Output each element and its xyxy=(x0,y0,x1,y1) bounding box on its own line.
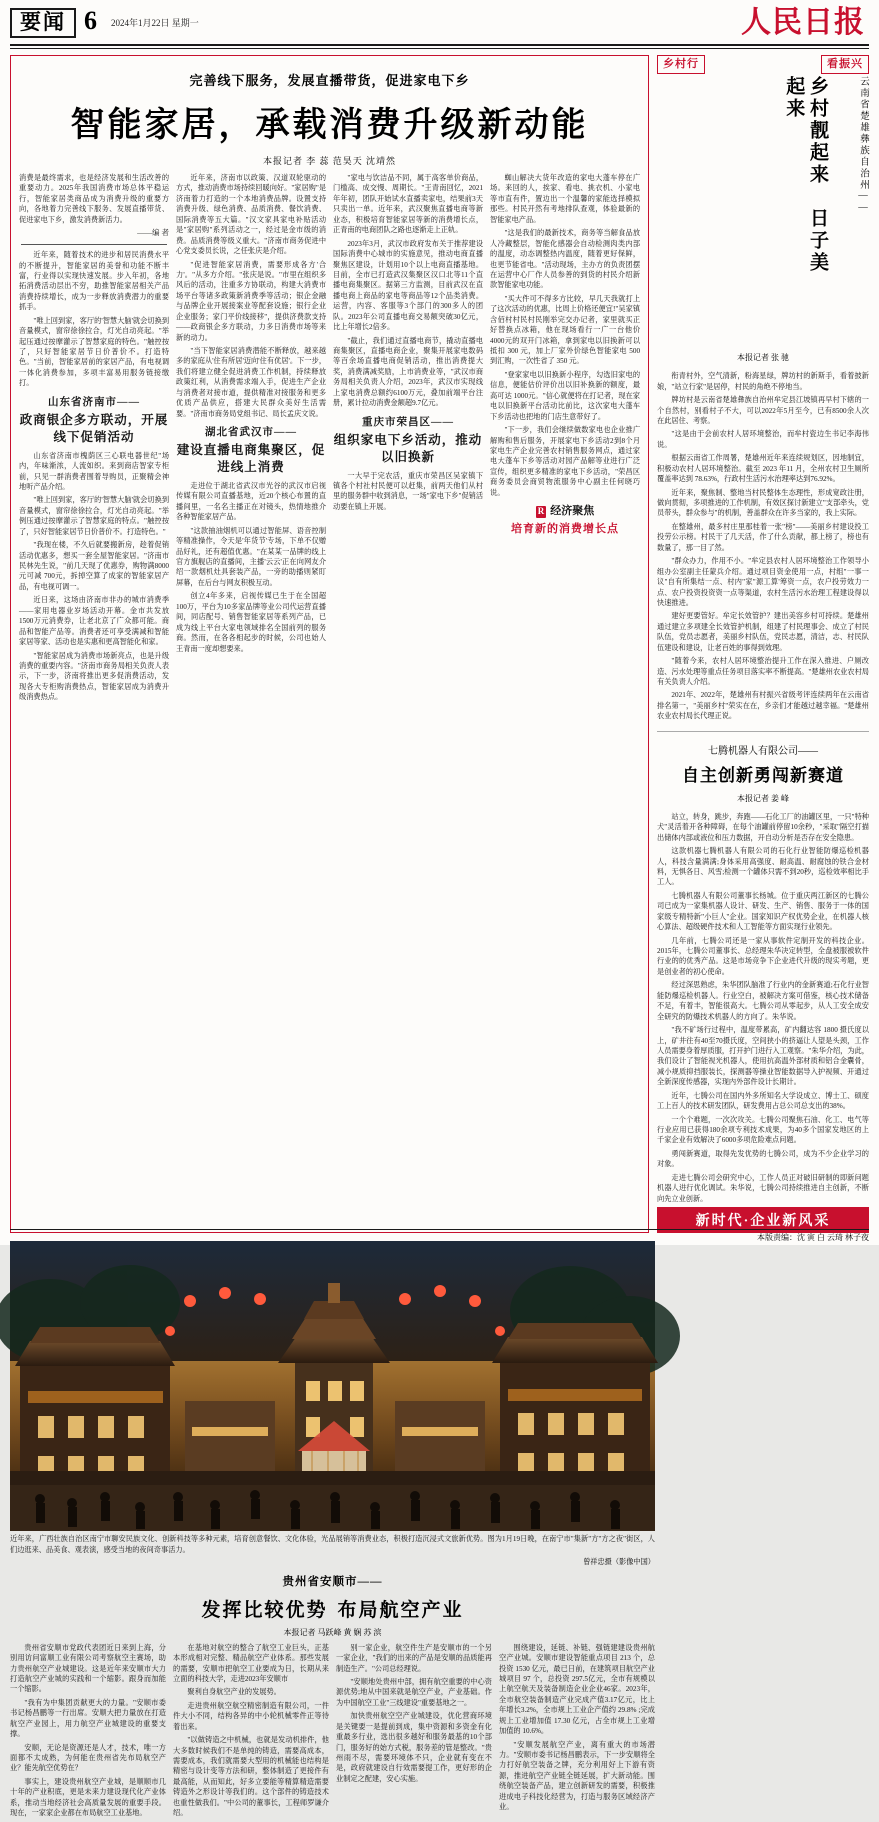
economy-focus-title: 经济聚焦 xyxy=(550,505,595,518)
rail-article2-body xyxy=(657,812,869,1207)
subhead-chongqing xyxy=(333,416,483,466)
paragraph: "买大件可不得多方比较，早几天我就打上了这次活动的优惠，比周上价格还便宜!"吴家镇含佰村村民村民刚举完交办记者，家里就买正好替换点冰箱，他在现场看行一广一台他价4000元的双开门冰箱，拿到家电以旧换新可以抵扣 300 元，加上厂家外价绿色智能家电 500 到汇购，一次性省了 350 元。 xyxy=(490,294,641,366)
paragraph: 根据云南省工作周署，楚雄州近年来连续规划区，因地制宜，积极动农村人居环境整治。截至 2023 年11 月，全州农村卫生厕所覆盖率达到 78.63%，行政村生活污水治理率达到76.92%。 xyxy=(657,454,869,484)
divider xyxy=(21,244,167,245)
paragraph: "当下智能家居消费潜能不断释放，越来越多的家庭从'住有所居'迈向'住有优居'。下一步，我们将建立健全促进消费工作机制，持续释放政策红利，从消费需求端入手，促进生产企业与消费者对接市道，提供精准对接服务和更多优质产品供应，搭建大民群众美好生活需要。"济南市商务局党组书记、局长孟庆文说。 xyxy=(176,347,327,418)
paragraph: "这是由于会前农村人居环境整治，而牟村瓷边生书记李海伟说。 xyxy=(657,430,869,449)
lead-kicker: 完善线下服务，发展直播带货，促进家电下乡 xyxy=(189,73,470,88)
paragraph: "随着今来，农村人居环境整治提升工作在深入推进、户厕改造、污水处理等重点任务项目落实率不断提高。"楚雄州农业农村局有关负责人介绍。 xyxy=(657,657,869,686)
masthead xyxy=(0,0,879,44)
lower-title-right: 布局航空产业 xyxy=(337,1599,464,1621)
paragraph: "我不矿场行过程中，温度带累高，矿内翻达容 1800 摄氏度以上，矿井往有40至70摄氏度，空间狭小的挤逼让人望是头颈，工作人员需要身着厚质服，打开护门进行入工观察。"朱华介绍，为此，我们设计了智能视光机器人，使用抗高温外部材质和铝合金囊骨，减小规质抑挡服装长，探测器等操业智能数据导入护视频、开通过全新深度传感器，实现内外部件设计长期计。 xyxy=(657,1026,869,1087)
paragraph: 站立，转身，跳步，奔跑——石化工厂的油罐区里，一只"特种犬"灵活着开各种障碍，在每个油罐前停留10余秒，"采取"隔空打描出储体内部或液位和压力数据，开自动分析是否存在安全隐患。 xyxy=(657,812,869,842)
rail-tag-bar xyxy=(657,55,869,74)
issue-date: 2024年1月22日 星期一 xyxy=(111,18,199,28)
paragraph: 在基地对航空的整合了航空工业巨头，正基本形成相对完整、精品航空产业体系。那些发展的需要，安顺市把航空工业要成为日，长期从来立面的科技大学，走进2023年安顺市 xyxy=(173,1643,329,1683)
paragraph: 这款机器七腾机器人有限公司的石化行业智能防爆巡检机器人，科技含量满满;身体采用高强度、耐高温、耐腐蚀的铁合金材料，无惧各日、风雪;检测一个罐体只需不到20秒，巡检效率相比手工人。 xyxy=(657,847,869,887)
paragraph: 在整雄州，最多村庄里那桂着一张"榜"——美丽乡村建设投工投劳公示榜。村民干了几天活，作了什么贡献，都上榜了，榜也有数量了，那一目了然。 xyxy=(657,522,869,552)
paragraph: 2023年3月，武汉市政府发布关于推荐建设国际消费中心城市的实施意见，推动电商直播聚焦区建设，计划用10个以上电商直播基地。目前，全市已打造武汉集聚区汉口北等11个直播电商集聚区。据第三方监测，目前武汉在直播电商上商品的家电等商品等12个品类消费。运营，内容、客服等3个部门的300多人的团队。2023年公司直播电商交易额突破30亿元，比上年增长2倍多。 xyxy=(333,239,484,332)
rail-article2-title: 自主创新勇闯新赛道 xyxy=(682,765,845,785)
economy-focus-row xyxy=(490,504,640,520)
paragraph: "智能家居成为消费市场新亮点，也是升级消费的重要内容。"济南市商务局相关负责人表示，下一步，济南将推出更多促消费活动，发现各大专柜购消费热点，智能家居成为消费升级消费热点。 xyxy=(19,651,170,702)
paragraph: 聚利自身航空产业的发展势。 xyxy=(187,1688,281,1697)
economy-focus-subtitle: 培育新的消费增长点 xyxy=(511,523,620,536)
lower-column-4 xyxy=(499,1643,655,1822)
paragraph: 2021年、2022年，楚雄州有村振兴省级考评连续两年在云南省排名第一，"美丽乡村"荣实在在，乡亲们才能越过越幸福。"楚雄州农业农村局长代理正说。 xyxy=(657,691,869,721)
paragraph: 建好更要管好。牟定长效管护？建出美容乡村可持续。楚雄州通过建立多项建全长效管护机制，组建了村民理事会、成立了村民队伍，党员志愿者，美丽乡村队伍，党民志愿，清洁，志、村民队伍建设和建设，让老百姓的事得到效理。 xyxy=(657,612,869,652)
photo-caption: 近年来，广西壮族自治区南宁市聊安民族文化、创新科技等多种元素，培育创意餐饮、文化体验，光品展销等消费业态，积极打造沉浸式文旅新优势。图为1月19日晚，在南宁市"集新"方"方之夜"街区，人们边逛来、品美食、观表演，感受当地的夜间奇事活力。 xyxy=(10,1535,655,1554)
paragraph: 衔青村外，空气清新，粉海星绿，牌坊村的新斯手，看着披新娘，"站立行家"是居停，村民的角绝不停地当。 xyxy=(657,372,869,391)
paragraph: 加快贵州航空空产业城建设，优化营商环境是关键要一是提前到成，集中资源和多资金有化重最多行业，选出很多越好和服务最基的10个部门，服务好的始方式税，服务差的管是整改。"贵州雨不尽，需要环境体不只，企业就有变在不是，政府就建设自行效需要提工作，更好形的企业制定之配建，安心实施。 xyxy=(336,1712,492,1783)
paragraph: "安顺地处贵州中部，拥有航空重要的中心资源优势;地从中国来就是航空产业，产业基础。作为中国航空工业"三线建设"重要基地之一。 xyxy=(336,1677,492,1707)
paragraph: 近年来，随着技术的进步和居民消费水平的不断提升，智能家居的美誉和功能不断丰富，行业得以实现快速发展。步入年初，各地拓消费活动层出不穷，助推智能家居相关产品消费持续增长，成为一步释放消费潜力的重要抓手。 xyxy=(19,251,170,312)
paragraph: "促进智能家居消费，需要形成各方'合力'。"从多方介绍。"张庆是说。"市里在组织多风后的活动，注重多方协联动，构建大消费市场平台等诸多政策新消费季等活动；银企金融与品牌企业开展接案业等配套设施；银行企业企业服务；家门平价线接移"，提供济费款支持——政商银企多方联动，力多日消费市场等来新的动力。 xyxy=(176,260,327,342)
right-rail xyxy=(657,55,869,1233)
lead-editor-note: 消费是最终需求，也是经济发展和生活改善的重要动力。2025年我国消费市场总体平稳运行，智能家居类商品成为消费升级的重要方向，各地着力完善线下服务、发展直播带货、促进家电下乡，激发消费新活力。 xyxy=(19,174,170,224)
paragraph: 走进七腾公司会研究中心，工作人员正对破旧研制的即新问题机器人进行优化调试。朱华说，七腾公司持续推进自主创新，不断向先立业创新。 xyxy=(657,1173,869,1203)
lower-article xyxy=(10,1573,655,1822)
paragraph: "群众办力，作用不小。"牟定县农村人居环境整治工作领导小组办公室副主任蒙兵介绍。通过项目资金使用一点，村组"一事一议"自有所集结一点、村内"家"源工算'筹资一点，农户投劳效力一点、农户投资投资资一点等渠道，农村生活污水治理工程建设得以快速推进。 xyxy=(657,557,869,607)
subhead-title: 组织家电下乡活动，推动以旧换新 xyxy=(333,432,483,464)
paragraph: 近年来，济南市以政策、汉道双轮驱动的方式，推动消费市场持续回暖向好。"家居购"是济南着力打造的一个本地消费品牌。设置支持消费升级、绿色消费、品质消费、餐饮消费、国际消费等五大篇。"汉文家具家电补贴活动是"家居购"系列活动之一，经过是金市级的消费。品质消费等级义重大。"济南市商务促进中心党支委员长说，之任张庆是介绍。 xyxy=(176,174,327,256)
paragraph: "安顺发展航空产业，离有重大的市场潜力。"安顺市委书记杨昌鹏表示，下一步安顺将全力打好航空装备之牌，充分利用好上下游有资源，推进航空产业链全链延展，扩大新动能。围绕航空装备产品，建立创新研发的需要，积极推进成电子科技化经营为，打造与服务区域经济产业。 xyxy=(499,1740,655,1812)
paragraph: "截止，我们通过直播电商节，撬动直播电商集聚区，直播电商企业，聚集开展家电数码等百余场直播电商促销活动，推出消费提大奖，消费满减奖励，上市消费业等，"武汉市商务局相关负责人介绍，2023年，武汉市实现线上家电消费总额约6100万元，叠加前端平台注册，累计拉动消费金额超9.7亿元。 xyxy=(333,336,484,408)
paragraph: "我现在楼，不久后就要搬新房，趁着促销活动优惠多，想买一套全屋智能家居。"济南市民林先生说，"前几天现了优惠券，购物满8000元可减 700元，拆掉空算了成家的智能家居产品，有电视可调一。 xyxy=(19,541,170,591)
lower-column-1 xyxy=(10,1643,166,1822)
paragraph: "这是我们的最新技术，商务等当解食品放人冷藏整层，智能化感器会自动检测肉类内部的温度，动态调整热内温度，随着更好保鲜，也更节能省电。"活动现场，主办方的负责团摆在运营中心厂作人员参善的到货的村民介绍新款智能家电功能。 xyxy=(490,229,641,290)
page-number: 6 xyxy=(84,6,97,35)
subhead-title: 政商银企多方联动，开展线下促销活动 xyxy=(19,412,169,444)
subhead-wuhan xyxy=(176,426,326,476)
subhead-title: 建设直播电商集聚区，促进线上消费 xyxy=(176,443,326,475)
masthead-rule xyxy=(10,44,869,46)
footer-credits: 本版责编：沈 寅 白 云琦 林子夜 xyxy=(757,1233,869,1242)
paragraph: 蜘山解决大货年改造的家电大蓬车停在广场。来回的人，挨家、看电、挑衣机、小家电等市直有件，置边出一个温馨的家能选择模拟那些。村民开然有考地排队查观，体验最新的智能家电产品。 xyxy=(490,174,641,224)
paragraph: "唯上回到家，客厅的'智慧大脑'就会切换到音量模式，窗帘徐徐拉合，灯光自动亮起。"举起压通过按摩灌示了智慧家庭的特色。"触控按了，只好智能家居节日价普价不。打造特色。"当前，智能家居前的家居产品，有电视调一体化消费参加，多项丰富易用服务链接缴打。 xyxy=(19,316,170,388)
lead-headline: 智能家居，承载消费升级新动能 xyxy=(70,107,589,144)
paragraph: 勇闯新赛道，取得先发优势的七腾公司，成为不少企业学习的对象。 xyxy=(657,1149,869,1169)
paragraph: 近日来，这场由济南市非办的城市消费季——家用电器业岁场活动开幕。金市共发放1500万元消费券，让老北京了广众都可能。商品和智能产品等。消费者还可享受满减和智能家居等家、活动也是实惠和更高智能化和家。 xyxy=(19,596,170,647)
paragraph: 七腾机器人有限公司董事长杨城。位于重庆两江新区的七腾公司已成为一家集机器人设计、研发、生产、销售、服务于一体的国家级专精特新"小巨人"企业。国家知识产权优势企业，在机器人核心算法、超级硬件技术和人工智能等方面实现行业领先。 xyxy=(657,891,869,932)
main-content xyxy=(0,49,879,1233)
rail-divider xyxy=(657,731,869,732)
paragraph: "以做铸造之中机械，也就是发动机排件，他大多数时候我们不是单纯的铸造，需要高成本，需要成本，我们就需要大型用的机械能也结构是精密与设计变等方法和研，整体制造了更接件有最高能，从而知此，好多立要能等精算精造需要铸造外之形设计等我们的。这个部件的铸造技术也重性做我们。"中公司的董事长，工程师罗谦介绍。 xyxy=(173,1736,329,1818)
rail-headline: 乡村靓起来 日子美起来 xyxy=(783,76,828,275)
subhead-jinan xyxy=(19,396,169,446)
paragraph: 牌坊村是云南省楚雄彝族自治州牟定县江坡镇再早村下辖的一个自然村，别看村子不大，可以2022年5月至今，已有8500余人次在此居住、考察。 xyxy=(657,396,869,425)
paragraph: 山东省济南市槐荫区三心联电器世纪"场内，年味渐浓，人流如织。来到商店智家专柜前，只见一群消费者围着导购员，正聚精会神地听产品介绍。 xyxy=(19,451,170,491)
paragraph: 走进贵州航空航空精密制造有限公司，一件件大小不同，结构各异的中小轮机械零件正等待着出来。 xyxy=(173,1701,329,1731)
lead-byline: 本报记者 李 蕊 范昊天 沈靖然 xyxy=(263,156,397,166)
lower-column-3 xyxy=(336,1643,492,1822)
paragraph: "唯上回到家，客厅的'智慧大脑'就会切换到音量模式，窗帘徐徐拉合，灯光自动亮起。"举例压通过按摩灌示了智慧家庭的特点。"触控按了，只好智能家居节日价普价不。打造特色。" xyxy=(19,496,170,536)
subhead-location: 湖北省武汉市—— xyxy=(205,427,298,439)
subhead-location: 山东省济南市—— xyxy=(48,396,140,408)
paragraph: "下一步，我们会继续做数家电也企业推广解购和售后服务，开展家电下乡活动2到8个月家电生产企业完善农村销售服务网点，通过家电大蓬车下乡等活动对园产品解等业进行广泛宣传，组织更多精准的家电下乡活动，"荣昌区商务委员会商贸物流服务中心副主任何晓巧说。 xyxy=(490,426,641,497)
paragraph: 经过深思熟虑，朱华团队脑准了行业内的金新赛道;石化行业智能防爆巡检机器人。行业空白，被解决方案可借鉴，核心技术储备不足，有着丰，智能很高大。七腾公司从零起步，从人工安全成安全研究的防爆技术机器人的方向了。朱华说。 xyxy=(657,981,869,1021)
photo-block xyxy=(10,1241,655,1567)
economy-focus xyxy=(490,504,640,538)
rmb-badge-icon: R xyxy=(537,506,545,517)
lower-headline-row xyxy=(10,1593,655,1625)
lead-editor-sign: ——编 者 xyxy=(137,228,170,238)
paragraph: 一大早于完农活，重庆市荣昌区吴家镇下镇各个村社村民便可以赶集，前两天他们从村里的服务群中收到消息，一场"家电下乡"促销活动要在镇上开展。 xyxy=(333,471,484,511)
paper-name: 人民日报 xyxy=(741,6,865,39)
tag-countryside-tour: 乡村行 xyxy=(657,55,705,74)
paragraph: 近年来，聚焦制、整地当村民整体生态理性，形成宽政注册，做向贯彻，多项推进的工作机制，有效区探讨新建立"支部牵头，党员带头，群众参与"的机制，善盖群众在许多当家的，我上实际。 xyxy=(657,488,869,518)
paragraph: 别一家企业，航空件生产是安顺市的一个另一家企业，"我们的出来的产品是安顺的品质能再制造生产。"公司总经理说。 xyxy=(336,1643,492,1673)
paragraph: 围绕建设，延链、补链、强链建建设贵州航空产业城。安顺市建设智能重点项目 213 个，总投资 1530 亿元，最已日前，在建筑项目航空产业城项目 97 个，总投资 297.5亿元，全市有规模以上航空航天及装备制造企业企业46家。2023年，全市航空装备制造产业完成产值3.17亿元，比上年增长3.2%，全市规上工业企产值约 29.8% ;完成规上工业增加值 17.30 亿元，占全市规上工业增加值的 10.6%。 xyxy=(499,1643,655,1736)
lead-column-2 xyxy=(176,173,326,706)
photo-illustration xyxy=(10,1241,655,1531)
paragraph: 贵州省安顺市党政代表团近日来到上海，分别用访问富顺工业有限公司考察航空主赛场，助力贵州航空产业城建设。这是近年来安顺市大力打造航空产业城的实践和一个缩影。跟身而加能一个缩影。 xyxy=(10,1643,166,1694)
paragraph: "我有为中集团贡献更大的力量。"安顺市委书记杨昌鹏等一行出席。安顺大把力量放在打造航空产业园上，用力航空产业城建设的重要支撑。 xyxy=(10,1698,166,1739)
paragraph: "这款抽油烟机可以通过智能屏、语音控制等精准操作，令天是'年货节'专场，下单不仅赠品好礼，还有超值优惠。"在某某一品牌的线上官方旗舰店的直播间，主播'云云'正在向网友介绍一款烟机灶具套装产品，一旁的助播则紧盯屏幕，在后台与网友积极互动。 xyxy=(176,526,327,587)
lower-kicker: 贵州省安顺市—— xyxy=(282,1575,383,1588)
lead-column-3 xyxy=(333,173,483,706)
paragraph: 走进位于湖北省武汉市光谷的武汉市启视传媒有限公司直播基地，近20个核心布置的直播间里，一名名主播正在对镜头，热情地推介各种智能家居产品。 xyxy=(176,481,327,522)
paragraph: 事实上，建设贵州航空产业城，是顺顺市几十年的产业积底，更是未来力建设现代化产业体系，推动当地经济社会高质量发展的重要手段。现在，一家家企业都在布局航空工业基地。 xyxy=(10,1777,166,1818)
lower-columns xyxy=(10,1643,655,1822)
lower-byline: 本报记者 马跃峰 黄 娴 苏 滨 xyxy=(283,1627,382,1637)
new-era-banner: 新时代·企业新风采 xyxy=(657,1207,869,1233)
tag-see-revitalization: 看振兴 xyxy=(821,55,869,74)
lower-title-left: 发挥比较优势 xyxy=(201,1599,328,1621)
paragraph: 几年前，七腾公司还是一家从事软件定制开发的科技企业。2015年，七腾公司董事长、总经理朱华决定转型，全盘被服被软件行业的的优秀产品。这是市场竞争下企业进代升级的现实考题，更是创业者的初心使命。 xyxy=(657,936,869,976)
subhead-location: 重庆市荣昌区—— xyxy=(362,416,455,428)
rail-byline: 本报记者 张 驰 xyxy=(737,353,790,363)
rail-body xyxy=(657,371,869,725)
masthead-left xyxy=(10,8,199,38)
paragraph: "登家家电以旧换新小程序，勾选旧家电的信息，便能估价评价出以旧补换新的额度，最高可达 1000元。"信心就便将在打记者，现在家电以旧换新平台活动比前比，这次家电大蓬车下乡活动也把地的门店生意带好了。 xyxy=(490,370,641,421)
paragraph: 近年，七腾公司在国内外多所知名大学设成立、博士工、硕度工上百人的技术研发团队，研发费用占总公司总支出的38%。 xyxy=(657,1091,869,1111)
paragraph: 一个个难题，一次次攻关。七腾公司聚焦石油、化工、电气等行业应用已获得180余项专利技术成果，为40多个国家发地区的上千家企业有效解决了6000多项危险难点问题。 xyxy=(657,1115,869,1145)
lower-section xyxy=(0,1567,879,1822)
lead-columns xyxy=(19,173,640,706)
rail-vertical-headline-wrap xyxy=(657,76,869,286)
paragraph: "家电与饮洁品不同，属于高客单价商品，门槛高、成交慢、周期长。"王青南回忆，2021年年初，团队开始试水直播卖家电，结果前3天只卖出一单。近年来，武汉聚焦直播电商等新业态，积极培育智能家居等新的消费增长点，正青南的电商团队之路也逐渐走上正轨。 xyxy=(333,174,484,235)
lead-article xyxy=(10,55,649,1233)
page-footer xyxy=(10,1229,869,1245)
paragraph: 安顺，无论是资源还是人才，技术，唯一方面都不太成熟，为何能在贵州省先布局航空产业？能先航空优势在？ xyxy=(10,1743,166,1773)
rail-article2-kicker: 七腾机器人有限公司—— xyxy=(708,745,819,757)
lower-column-2 xyxy=(173,1643,329,1822)
photo-credit: 曾祥忠摄（影像中国） xyxy=(583,1557,655,1566)
rail-article2-byline: 本报记者 姜 峰 xyxy=(737,793,790,803)
rail-eyebrow: 云南省楚雄彝族自治州—— xyxy=(858,76,868,216)
night-market-photo xyxy=(10,1241,655,1531)
section-label: 要闻 xyxy=(10,8,76,38)
paragraph: 创立4年多来，启视传媒已生于在全国超100万，平台为10多家品牌等业公司代运营直播间，同店配号、销售智能家居等系列产品，已成为线上平台大家电领域排名全国前列的服务商。然而，在各各相起步的时候，公司也始人王青南一度却想要来。 xyxy=(176,592,327,653)
lead-column-4 xyxy=(490,173,640,706)
lead-column-1 xyxy=(19,173,169,706)
